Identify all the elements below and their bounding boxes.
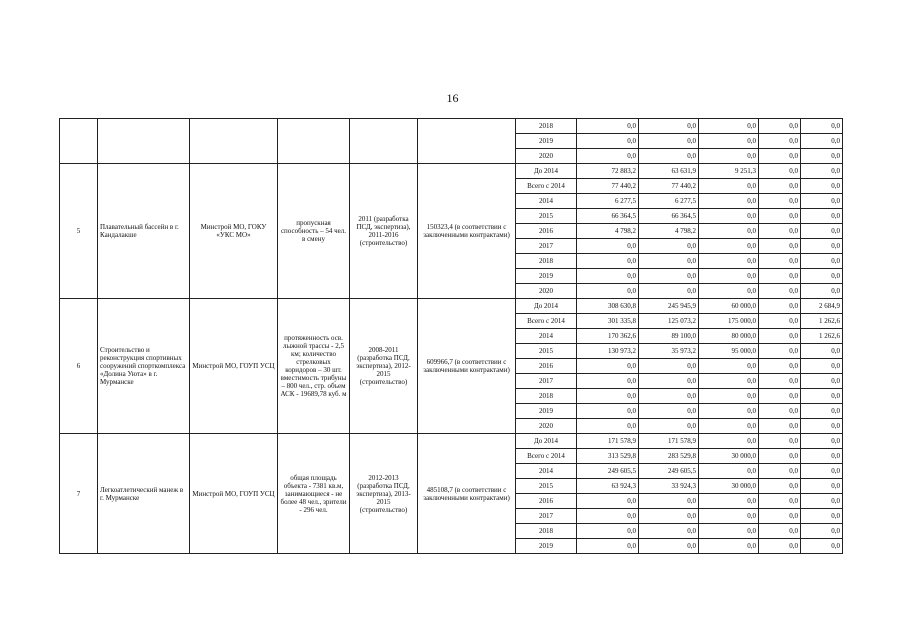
amount-cell: 0,0	[801, 209, 843, 224]
table-row	[60, 164, 843, 179]
amount-cell: 0,0	[801, 344, 843, 359]
amount-cell: 1 262,6	[801, 314, 843, 329]
amount-cell: 0,0	[759, 239, 801, 254]
amount-cell: 0,0	[759, 269, 801, 284]
amount-cell: 0,0	[801, 449, 843, 464]
amount-cell: 0,0	[577, 404, 639, 419]
amount-cell: 0,0	[577, 254, 639, 269]
amount-cell: 33 924,3	[639, 479, 699, 494]
amount-cell: 0,0	[759, 224, 801, 239]
amount-cell: 66 364,5	[639, 209, 699, 224]
investment-table	[59, 118, 843, 554]
amount-cell: 0,0	[801, 284, 843, 299]
table-row	[60, 119, 843, 134]
amount-cell: 0,0	[759, 479, 801, 494]
amount-cell: 0,0	[577, 359, 639, 374]
amount-cell: 245 945,9	[639, 299, 699, 314]
year-cell: До 2014	[516, 434, 577, 449]
amount-cell: 0,0	[759, 284, 801, 299]
amount-cell: 0,0	[699, 179, 759, 194]
amount-cell: 0,0	[801, 404, 843, 419]
year-cell: 2018	[516, 254, 577, 269]
amount-cell: 4 798,2	[639, 224, 699, 239]
amount-cell: 0,0	[801, 359, 843, 374]
amount-cell: 0,0	[759, 524, 801, 539]
amount-cell: 0,0	[577, 284, 639, 299]
amount-cell: 0,0	[699, 434, 759, 449]
project-executor: Минстрой МО, ГОКУ «УКС МО»	[190, 164, 278, 299]
amount-cell: 6 277,5	[577, 194, 639, 209]
amount-cell: 89 100,0	[639, 329, 699, 344]
amount-cell: 0,0	[699, 464, 759, 479]
amount-cell: 0,0	[801, 464, 843, 479]
amount-cell: 0,0	[759, 434, 801, 449]
amount-cell: 0,0	[699, 419, 759, 434]
amount-cell: 0,0	[801, 539, 843, 554]
year-cell: 2017	[516, 374, 577, 389]
amount-cell: 0,0	[801, 254, 843, 269]
amount-cell: 0,0	[759, 194, 801, 209]
amount-cell: 4 798,2	[577, 224, 639, 239]
amount-cell: 130 973,2	[577, 344, 639, 359]
amount-cell: 0,0	[699, 509, 759, 524]
amount-cell: 0,0	[801, 479, 843, 494]
year-cell: 2016	[516, 359, 577, 374]
amount-cell: 0,0	[801, 269, 843, 284]
year-cell: Всего с 2014	[516, 314, 577, 329]
year-cell: 2014	[516, 464, 577, 479]
amount-cell: 0,0	[759, 494, 801, 509]
year-cell: Всего с 2014	[516, 179, 577, 194]
amount-cell: 0,0	[639, 359, 699, 374]
amount-cell: 1 262,6	[801, 329, 843, 344]
amount-cell: 0,0	[639, 404, 699, 419]
amount-cell: 0,0	[639, 239, 699, 254]
amount-cell: 0,0	[699, 254, 759, 269]
amount-cell: 0,0	[801, 524, 843, 539]
amount-cell: 0,0	[801, 194, 843, 209]
year-cell: 2017	[516, 509, 577, 524]
amount-cell: 0,0	[801, 239, 843, 254]
amount-cell: 0,0	[577, 374, 639, 389]
year-cell: До 2014	[516, 164, 577, 179]
capacity-cell	[278, 119, 350, 164]
amount-cell: 0,0	[801, 149, 843, 164]
amount-cell: 0,0	[759, 359, 801, 374]
amount-cell: 0,0	[759, 389, 801, 404]
amount-cell: 0,0	[577, 419, 639, 434]
amount-cell: 0,0	[699, 389, 759, 404]
table-row	[60, 434, 843, 449]
project-cost: 609966,7 (в соответствии с заключенными контрактами)	[418, 299, 516, 434]
project-cost: 150323,4 (в соответствии с заключенными контрактами)	[418, 164, 516, 299]
amount-cell: 0,0	[639, 119, 699, 134]
project-capacity: общая площадь объекта - 7381 кв.м, занимающиеся - не более 48 чел., зрители - 296 чел.	[278, 434, 350, 554]
year-cell: 2015	[516, 209, 577, 224]
year-cell: До 2014	[516, 299, 577, 314]
amount-cell: 77 440,2	[639, 179, 699, 194]
project-period: 2008-2011 (разработка ПСД, экспертиза), 2012-2015 (строительство)	[350, 299, 418, 434]
amount-cell: 30 000,0	[699, 479, 759, 494]
amount-cell: 0,0	[639, 134, 699, 149]
amount-cell: 249 605,5	[639, 464, 699, 479]
year-cell: 2020	[516, 419, 577, 434]
project-period: 2012-2013 (разработка ПСД, экспертиза), 2013-2015 (строительство)	[350, 434, 418, 554]
amount-cell: 80 000,0	[699, 329, 759, 344]
project-number: 6	[60, 299, 98, 434]
year-cell: 2018	[516, 389, 577, 404]
project-executor: Минстрой МО, ГОУП УСЦ	[190, 299, 278, 434]
amount-cell: 0,0	[801, 419, 843, 434]
amount-cell: 77 440,2	[577, 179, 639, 194]
year-cell: 2020	[516, 149, 577, 164]
amount-cell: 0,0	[577, 539, 639, 554]
project-name: Легкоатлетический манеж в г. Мурманске	[98, 434, 190, 554]
cost-cell	[418, 119, 516, 164]
amount-cell: 6 277,5	[639, 194, 699, 209]
amount-cell: 0,0	[759, 134, 801, 149]
number-cell	[60, 119, 98, 164]
amount-cell: 0,0	[699, 134, 759, 149]
amount-cell: 0,0	[639, 374, 699, 389]
project-number: 5	[60, 164, 98, 299]
amount-cell: 0,0	[699, 284, 759, 299]
amount-cell: 301 335,8	[577, 314, 639, 329]
amount-cell: 0,0	[577, 119, 639, 134]
amount-cell: 0,0	[759, 329, 801, 344]
amount-cell: 0,0	[699, 539, 759, 554]
amount-cell: 9 251,3	[699, 164, 759, 179]
amount-cell: 0,0	[699, 494, 759, 509]
amount-cell: 0,0	[759, 209, 801, 224]
amount-cell: 0,0	[699, 404, 759, 419]
page-number: 16	[446, 91, 459, 105]
project-name: Плавательный бассейн в г. Кандалакше	[98, 164, 190, 299]
amount-cell: 0,0	[801, 164, 843, 179]
name-cell	[98, 119, 190, 164]
amount-cell: 0,0	[759, 149, 801, 164]
amount-cell: 0,0	[639, 269, 699, 284]
year-cell: 2016	[516, 224, 577, 239]
project-number: 7	[60, 434, 98, 554]
table-row	[60, 299, 843, 314]
project-cost: 485108,7 (в соответствии с заключенными контрактами)	[418, 434, 516, 554]
table-body	[60, 119, 843, 554]
amount-cell: 0,0	[801, 119, 843, 134]
amount-cell: 0,0	[801, 434, 843, 449]
amount-cell: 0,0	[759, 509, 801, 524]
year-cell: 2018	[516, 119, 577, 134]
amount-cell: 0,0	[801, 494, 843, 509]
year-cell: 2019	[516, 269, 577, 284]
amount-cell: 0,0	[639, 419, 699, 434]
amount-cell: 0,0	[639, 149, 699, 164]
amount-cell: 0,0	[759, 449, 801, 464]
amount-cell: 0,0	[577, 239, 639, 254]
amount-cell: 30 000,0	[699, 449, 759, 464]
amount-cell: 125 073,2	[639, 314, 699, 329]
amount-cell: 0,0	[801, 224, 843, 239]
year-cell: 2016	[516, 494, 577, 509]
amount-cell: 0,0	[801, 374, 843, 389]
project-capacity: пропускная способность – 54 чел. в смену	[278, 164, 350, 299]
amount-cell: 0,0	[639, 494, 699, 509]
amount-cell: 0,0	[577, 134, 639, 149]
amount-cell: 0,0	[699, 374, 759, 389]
amount-cell: 0,0	[639, 284, 699, 299]
amount-cell: 0,0	[639, 254, 699, 269]
amount-cell: 0,0	[577, 494, 639, 509]
year-cell: 2019	[516, 404, 577, 419]
amount-cell: 249 605,5	[577, 464, 639, 479]
period-cell	[350, 119, 418, 164]
amount-cell: 35 973,2	[639, 344, 699, 359]
amount-cell: 0,0	[639, 539, 699, 554]
amount-cell: 0,0	[759, 179, 801, 194]
amount-cell: 171 578,9	[639, 434, 699, 449]
year-cell: 2015	[516, 479, 577, 494]
amount-cell: 60 000,0	[699, 299, 759, 314]
amount-cell: 0,0	[759, 404, 801, 419]
amount-cell: 0,0	[699, 149, 759, 164]
amount-cell: 0,0	[801, 509, 843, 524]
amount-cell: 0,0	[577, 269, 639, 284]
year-cell: 2017	[516, 239, 577, 254]
amount-cell: 0,0	[759, 164, 801, 179]
amount-cell: 0,0	[759, 344, 801, 359]
year-cell: 2019	[516, 134, 577, 149]
amount-cell: 0,0	[759, 254, 801, 269]
amount-cell: 283 529,8	[639, 449, 699, 464]
amount-cell: 0,0	[801, 134, 843, 149]
amount-cell: 0,0	[699, 239, 759, 254]
amount-cell: 0,0	[577, 389, 639, 404]
amount-cell: 0,0	[699, 524, 759, 539]
amount-cell: 0,0	[759, 374, 801, 389]
amount-cell: 0,0	[577, 524, 639, 539]
amount-cell: 171 578,9	[577, 434, 639, 449]
amount-cell: 0,0	[699, 269, 759, 284]
year-cell: 2018	[516, 524, 577, 539]
year-cell: 2020	[516, 284, 577, 299]
amount-cell: 0,0	[759, 464, 801, 479]
amount-cell: 0,0	[699, 359, 759, 374]
year-cell: 2014	[516, 329, 577, 344]
year-cell: 2015	[516, 344, 577, 359]
amount-cell: 308 630,8	[577, 299, 639, 314]
amount-cell: 95 000,0	[699, 344, 759, 359]
amount-cell: 0,0	[699, 209, 759, 224]
amount-cell: 0,0	[759, 119, 801, 134]
amount-cell: 170 362,6	[577, 329, 639, 344]
project-capacity: протяженность осв. лыжной трассы - 2,5 км; количество стрелковых коридоров – 30 шт. вместимость трибуны – 800 чел., стр. объем АСК - 19689,78 куб. м	[278, 299, 350, 434]
executor-cell	[190, 119, 278, 164]
amount-cell: 0,0	[639, 524, 699, 539]
amount-cell: 0,0	[801, 179, 843, 194]
amount-cell: 0,0	[699, 119, 759, 134]
amount-cell: 0,0	[801, 389, 843, 404]
amount-cell: 0,0	[759, 539, 801, 554]
amount-cell: 175 000,0	[699, 314, 759, 329]
amount-cell: 0,0	[577, 149, 639, 164]
amount-cell: 66 364,5	[577, 209, 639, 224]
year-cell: 2019	[516, 539, 577, 554]
project-executor: Минстрой МО, ГОУП УСЦ	[190, 434, 278, 554]
amount-cell: 63 631,9	[639, 164, 699, 179]
amount-cell: 63 924,3	[577, 479, 639, 494]
amount-cell: 313 529,8	[577, 449, 639, 464]
amount-cell: 0,0	[699, 224, 759, 239]
amount-cell: 0,0	[699, 194, 759, 209]
amount-cell: 0,0	[639, 389, 699, 404]
amount-cell: 0,0	[759, 419, 801, 434]
amount-cell: 72 883,2	[577, 164, 639, 179]
amount-cell: 0,0	[759, 314, 801, 329]
project-period: 2011 (разработка ПСД, экспертиза), 2011-2016 (строительство)	[350, 164, 418, 299]
amount-cell: 0,0	[577, 509, 639, 524]
amount-cell: 2 684,9	[801, 299, 843, 314]
amount-cell: 0,0	[639, 509, 699, 524]
year-cell: Всего с 2014	[516, 449, 577, 464]
project-name: Строительство и реконструкция спортивных сооружений спорткомплекса «Долина Уюта» в г. Мурманске	[98, 299, 190, 434]
year-cell: 2014	[516, 194, 577, 209]
amount-cell: 0,0	[759, 299, 801, 314]
